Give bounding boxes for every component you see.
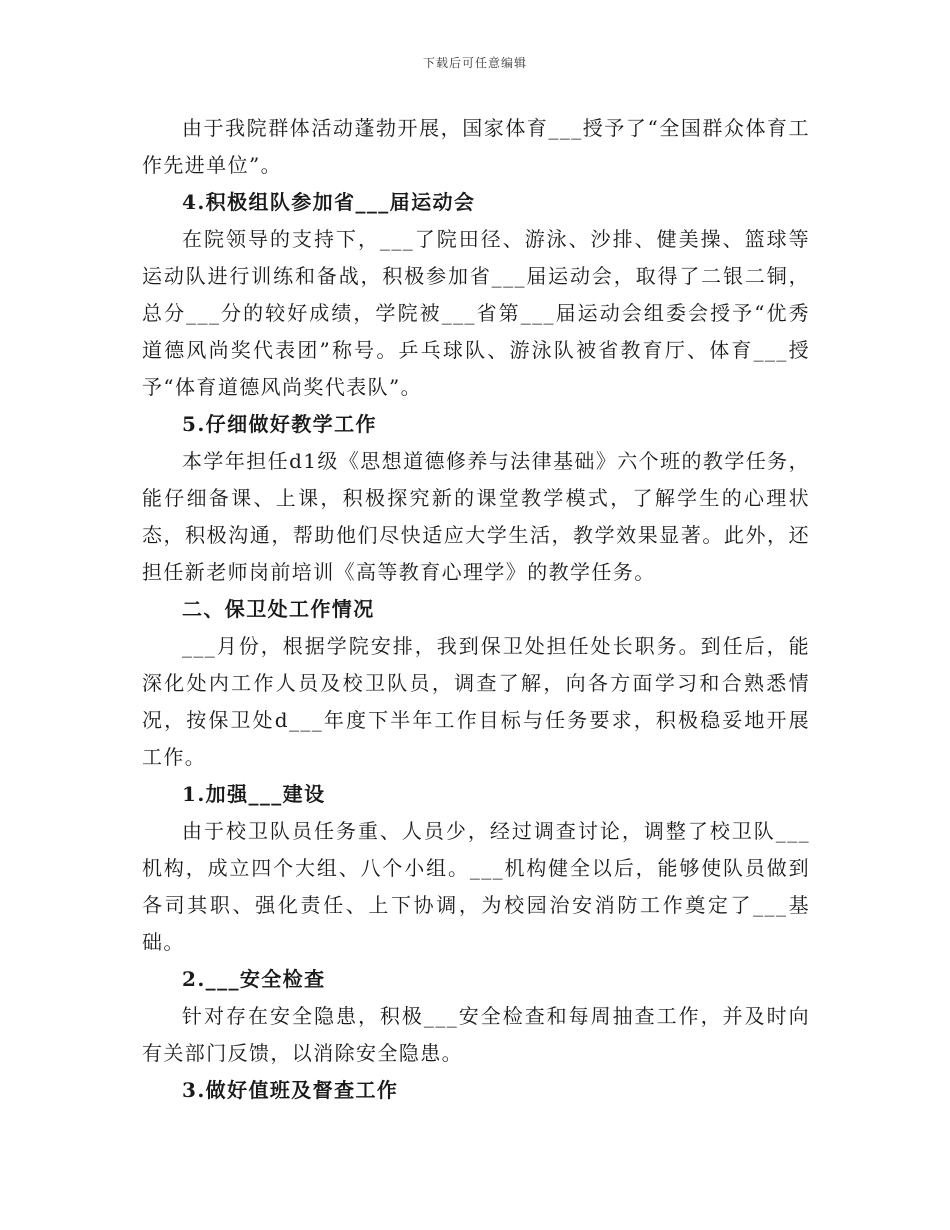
heading-strengthen-construction: 1.加强___建设 — [182, 782, 326, 806]
heading-safety-inspection: 2.___安全检查 — [182, 967, 326, 991]
heading-duty-supervision: 3.做好值班及督查工作 — [182, 1078, 399, 1102]
paragraph-teaching-work: 本学年担任d1级《思想道德修养与法律基础》六个班的教学任务，能仔细备课、上课，积极探究新的课堂教学模式，了解学生的心理状态，积极沟通，帮助他们尽快适应大学生活，教学效果显著。此外，还担任新老师岗前培训《高等教育心理学》的教学任务。 — [142, 449, 810, 584]
paragraph-strengthen-construction: 由于校卫队员任务重、人员少，经过调查讨论，调整了校卫队___机构，成立四个大组、八个小组。___机构健全以后，能够使队员做到各司其职、强化责任、上下协调，为校园治安消防工作奠定了___基础。 — [142, 819, 810, 954]
paragraph-sports-award: 由于我院群体活动蓬勃开展，国家体育___授予了“全国群众体育工作先进单位”。 — [142, 116, 810, 177]
heading-teaching-work: 5.仔细做好教学工作 — [182, 412, 377, 436]
heading-security-office: 二、保卫处工作情况 — [182, 597, 375, 621]
document-body — [142, 110, 810, 1109]
paragraph-security-office: ___月份，根据学院安排，我到保卫处担任处长职务。到任后，能深化处内工作人员及校卫队员，调查了解，向各方面学习和合熟悉情况，按保卫处d___年度下半年工作目标与任务要求，积极稳妥地开展工作。 — [142, 634, 810, 769]
page-header: 下载后可任意编辑 — [422, 56, 527, 70]
paragraph-provincial-games: 在院领导的支持下，___了院田径、游泳、沙排、健美操、篮球等运动队进行训练和备战，积极参加省___届运动会，取得了二银二铜，总分___分的较好成绩，学院被___省第___届运动会组委会授予“优秀道德风尚奖代表团”称号。乒乓球队、游泳队被省教育厅、体育___授予“体育道德风尚奖代表队”。 — [142, 227, 810, 399]
paragraph-safety-inspection: 针对存在安全隐患，积极___安全检查和每周抽查工作，并及时向有关部门反馈，以消除安全隐患。 — [142, 1004, 810, 1065]
heading-provincial-games: 4.积极组队参加省___届运动会 — [182, 190, 476, 214]
